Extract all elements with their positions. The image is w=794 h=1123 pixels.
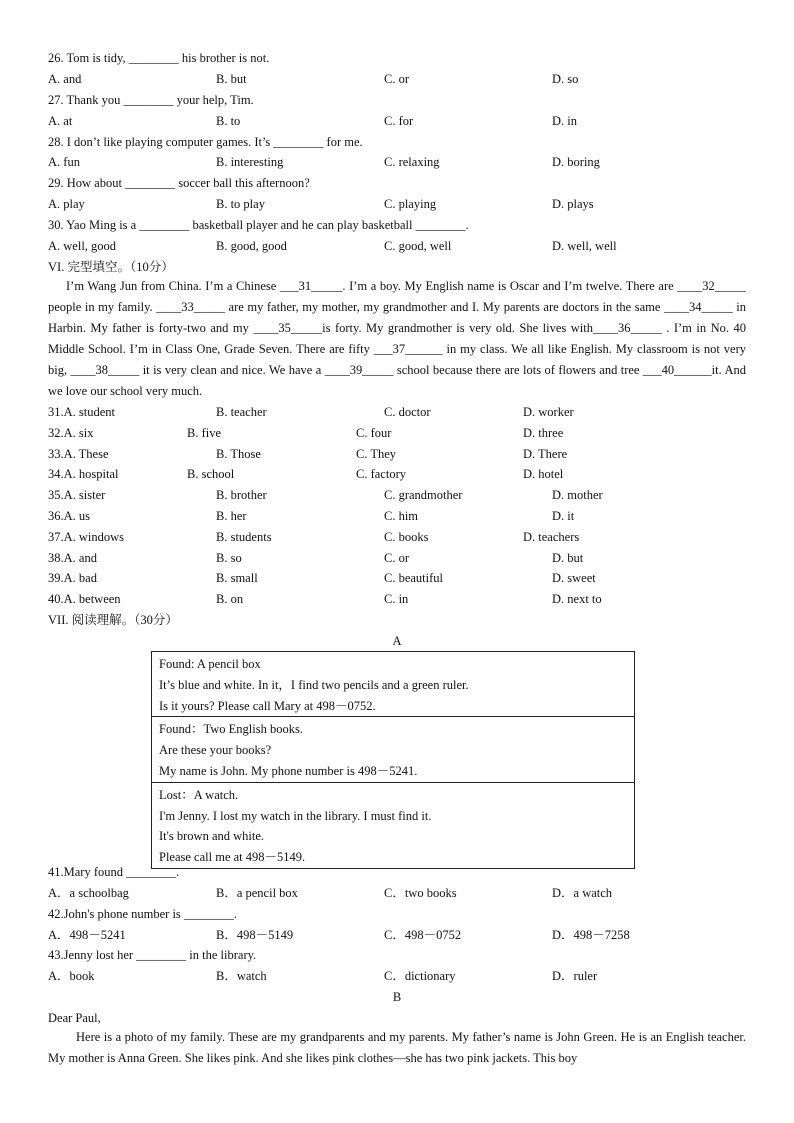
notice-board	[151, 651, 635, 869]
option-d: D. teachers	[523, 530, 580, 544]
question-41-stem: 41.Mary found ________.	[48, 865, 180, 879]
option-d: D. it	[552, 509, 575, 523]
option-c: C. beautiful	[384, 571, 444, 585]
option-c: C. or	[384, 551, 409, 565]
option-b: B．watch	[216, 969, 267, 983]
option-c: C. factory	[356, 467, 406, 481]
option-c: C. in	[384, 592, 409, 606]
option-a: A. play	[48, 197, 85, 211]
option-c: C．498－0752	[384, 928, 462, 942]
option-d: D. worker	[523, 405, 574, 419]
option-c: C. grandmother	[384, 488, 463, 502]
option-a: 36.A. us	[48, 509, 91, 523]
option-b: B. so	[216, 551, 242, 565]
option-a: A. and	[48, 72, 82, 86]
notice-found-pencil-box	[152, 652, 634, 716]
option-b: B. on	[216, 592, 244, 606]
option-b: B. school	[187, 467, 235, 481]
option-b: B. five	[187, 426, 222, 440]
option-a: 40.A. between	[48, 592, 121, 606]
option-a: A. at	[48, 114, 73, 128]
option-a: 35.A. sister	[48, 488, 106, 502]
option-a: 39.A. bad	[48, 571, 97, 585]
notice-line: It's brown and white.	[159, 829, 265, 844]
option-d: D. mother	[552, 488, 603, 502]
option-d: D．a watch	[552, 886, 613, 900]
option-b: B. good, good	[216, 239, 287, 253]
option-d: D. There	[523, 447, 568, 461]
notice-line: Lost：A watch.	[159, 787, 239, 802]
option-c: C. relaxing	[384, 155, 440, 169]
notice-line: Found: A pencil box	[159, 657, 261, 671]
question-26-stem: 26. Tom is tidy, ________ his brother is not.	[48, 51, 270, 65]
option-b: B. brother	[216, 488, 267, 502]
cloze-passage	[48, 276, 746, 401]
option-d: D. plays	[552, 197, 594, 211]
option-c: C. for	[384, 114, 414, 128]
option-c: C. or	[384, 72, 409, 86]
letter-greeting: Dear Paul,	[48, 1011, 101, 1025]
option-a: 38.A. and	[48, 551, 97, 565]
option-b: B．498－5149	[216, 928, 294, 942]
option-c: C．two books	[384, 886, 457, 900]
question-42-stem: 42.John's phone number is ________.	[48, 907, 238, 921]
option-a: 32.A. six	[48, 426, 94, 440]
option-d: D．498－7258	[552, 928, 630, 942]
option-c: C. They	[356, 447, 397, 461]
section-6-heading: VI. 完型填空。（10分）	[48, 260, 174, 274]
option-a: 31.A. student	[48, 405, 116, 419]
notice-line: Please call me at 498－5149.	[159, 850, 306, 865]
option-b: B. students	[216, 530, 272, 544]
question-27-stem: 27. Thank you ________ your help, Tim.	[48, 93, 254, 107]
option-c: C．dictionary	[384, 969, 456, 983]
option-c: C. good, well	[384, 239, 452, 253]
option-a: 37.A. windows	[48, 530, 125, 544]
option-b: B. Those	[216, 447, 261, 461]
option-b: B. to play	[216, 197, 265, 211]
option-d: D．ruler	[552, 969, 598, 983]
option-d: D. next to	[552, 592, 602, 606]
option-d: D. boring	[552, 155, 600, 169]
option-c: C. books	[384, 530, 429, 544]
option-c: C. four	[356, 426, 392, 440]
option-d: D. so	[552, 72, 579, 86]
notice-line: Are these your books?	[159, 743, 272, 758]
section-7-heading: VII. 阅读理解。（30分）	[48, 613, 178, 627]
part-b-label: B	[392, 990, 402, 1004]
option-d: D. hotel	[523, 467, 564, 481]
question-43-stem: 43.Jenny lost her ________ in the library.	[48, 948, 257, 962]
notice-line: My name is John. My phone number is 498－5241.	[159, 763, 418, 778]
option-d: D. but	[552, 551, 584, 565]
cloze-passage-text: I’m Wang Jun from China. I’m a Chinese ___31_____. I’m a boy. My English name is Oscar and I’m twelve. There are ____32_____ people in my family. ____33_____ are my father, my mother, my grandmother and I. My parents are doctors in the same ____34_____ in Harbin. My father is forty-two and my ____35_____is forty. My grandmother is very old. She lives with____36_____ . I’m in No. 40 Middle School. I’m in Class One, Grade Seven. There are fifty ___37______ in my class. We all like English. My classroom is not very big, ____38_____ it is very clean and nice. We have a ____39_____ school because there are lots of flowers and tree ___40______it. And we love our school very much.	[48, 279, 746, 398]
notice-found-books	[152, 716, 634, 781]
option-d: D. three	[523, 426, 564, 440]
notice-line: Is it yours? Please call Mary at 498－0752.	[159, 698, 376, 713]
option-a: 33.A. These	[48, 447, 109, 461]
option-b: B．a pencil box	[216, 886, 298, 900]
option-b: B. interesting	[216, 155, 284, 169]
option-b: B. teacher	[216, 405, 267, 419]
option-a: A. fun	[48, 155, 80, 169]
part-a-label: A	[392, 634, 402, 648]
option-d: D. sweet	[552, 571, 596, 585]
notice-line: It’s blue and white. In it，I find two pencils and a green ruler.	[159, 677, 469, 692]
option-a: A．a schoolbag	[48, 886, 129, 900]
option-c: C. doctor	[384, 405, 431, 419]
notice-line: Found：Two English books.	[159, 722, 303, 737]
notice-line: I'm Jenny. I lost my watch in the library. I must find it.	[159, 808, 432, 823]
letter-body-text: Here is a photo of my family. These are my grandparents and my parents. My father’s name is John Green. He is an English teacher. My mother is Anna Green. She likes pink. And she likes pink clothes—she has two pink jackets. This boy	[48, 1030, 746, 1065]
question-29-stem: 29. How about ________ soccer ball this afternoon?	[48, 176, 310, 190]
option-b: B. to	[216, 114, 241, 128]
option-d: D. in	[552, 114, 577, 128]
option-c: C. him	[384, 509, 419, 523]
letter-body	[48, 1027, 746, 1069]
option-b: B. small	[216, 571, 258, 585]
question-30-stem: 30. Yao Ming is a ________ basketball player and he can play basketball ________.	[48, 218, 469, 232]
notice-lost-watch	[152, 782, 634, 868]
option-a: 34.A. hospital	[48, 467, 119, 481]
option-c: C. playing	[384, 197, 437, 211]
option-b: B. but	[216, 72, 247, 86]
option-b: B. her	[216, 509, 247, 523]
option-d: D. well, well	[552, 239, 617, 253]
question-28-stem: 28. I don’t like playing computer games. It’s ________ for me.	[48, 135, 363, 149]
option-a: A．498－5241	[48, 928, 126, 942]
option-a: A. well, good	[48, 239, 117, 253]
option-a: A．book	[48, 969, 95, 983]
